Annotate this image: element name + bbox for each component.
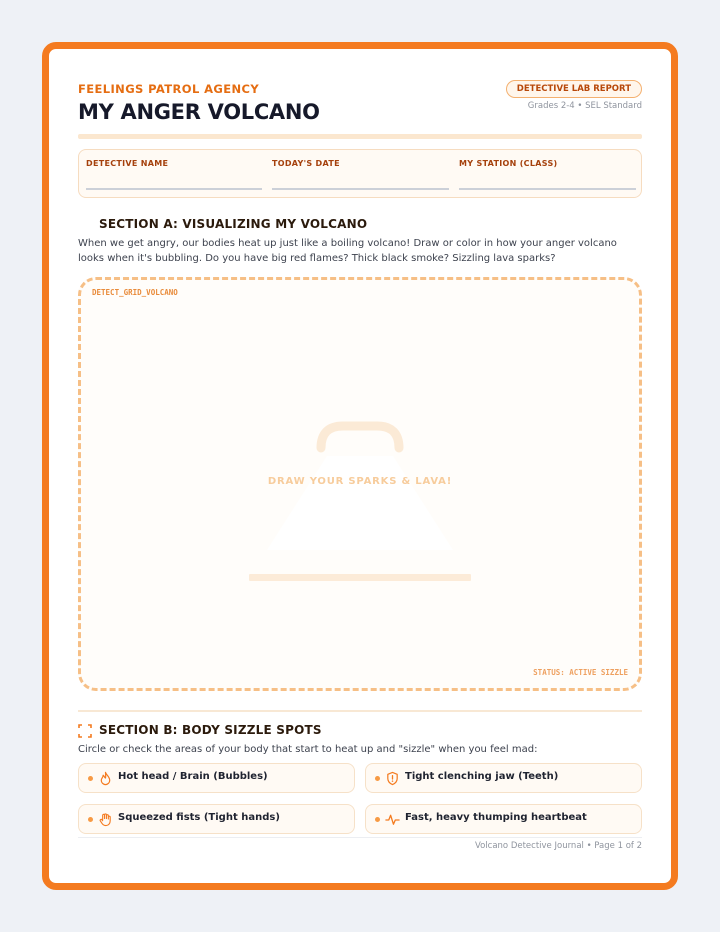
station-field[interactable] bbox=[452, 150, 642, 198]
section-divider bbox=[78, 710, 642, 712]
station-line[interactable] bbox=[459, 188, 636, 190]
worksheet-page bbox=[42, 42, 678, 890]
volcano-drawing-area[interactable] bbox=[78, 277, 642, 691]
spot-label: Tight clenching jaw (Teeth) bbox=[405, 771, 559, 782]
agency-name: FEELINGS PATROL AGENCY bbox=[78, 82, 260, 96]
grade-level: Grades 2-4 • SEL Standard bbox=[527, 101, 642, 111]
grid-tag: DETECT_GRID_VOLCANO bbox=[92, 288, 178, 297]
section-b-title: SECTION B: BODY SIZZLE SPOTS bbox=[99, 723, 322, 737]
bullet-dot bbox=[375, 776, 380, 781]
section-a-title: SECTION A: VISUALIZING MY VOLCANO bbox=[99, 217, 368, 231]
detective-name-label: DETECTIVE NAME bbox=[86, 159, 169, 168]
date-field[interactable] bbox=[265, 150, 453, 198]
spot-label: Fast, heavy thumping heartbeat bbox=[405, 812, 587, 823]
detective-name-line[interactable] bbox=[86, 188, 262, 190]
scan-frame-icon bbox=[78, 724, 92, 738]
footer-divider bbox=[78, 837, 642, 838]
spot-label: Hot head / Brain (Bubbles) bbox=[118, 771, 268, 782]
date-line[interactable] bbox=[272, 188, 449, 190]
spot-heartbeat[interactable] bbox=[365, 804, 642, 834]
heartbeat-icon bbox=[385, 812, 400, 827]
bullet-dot bbox=[88, 776, 93, 781]
volcano-outline-icon bbox=[247, 418, 473, 586]
flame-icon bbox=[98, 771, 113, 786]
spot-clenched-jaw[interactable] bbox=[365, 763, 642, 793]
bullet-dot bbox=[375, 817, 380, 822]
page-title: MY ANGER VOLCANO bbox=[78, 100, 320, 124]
report-badge: DETECTIVE LAB REPORT bbox=[506, 80, 642, 98]
page-footer: Volcano Detective Journal • Page 1 of 2 bbox=[474, 841, 642, 851]
bullet-dot bbox=[88, 817, 93, 822]
spot-squeezed-fists[interactable] bbox=[78, 804, 355, 834]
header-divider bbox=[78, 134, 642, 139]
info-fields bbox=[78, 149, 642, 198]
status-tag: STATUS: ACTIVE SIZZLE bbox=[533, 668, 628, 677]
hand-icon bbox=[98, 812, 113, 827]
spot-label: Squeezed fists (Tight hands) bbox=[118, 812, 280, 823]
date-label: TODAY'S DATE bbox=[272, 159, 340, 168]
section-a-description: When we get angry, our bodies heat up just like a boiling volcano! Draw or color in how your anger volcano looks when it's bubbling. Do you have big red flames? Thick black smoke? Sizzling lava sparks? bbox=[78, 238, 617, 264]
spot-hot-head[interactable] bbox=[78, 763, 355, 793]
shield-alert-icon bbox=[385, 771, 400, 786]
station-label: MY STATION (CLASS) bbox=[459, 159, 558, 168]
section-b-description: Circle or check the areas of your body that start to heat up and "sizzle" when you feel mad: bbox=[78, 744, 538, 755]
detective-name-field[interactable] bbox=[79, 150, 267, 198]
draw-hint: DRAW YOUR SPARKS & LAVA! bbox=[267, 476, 453, 487]
